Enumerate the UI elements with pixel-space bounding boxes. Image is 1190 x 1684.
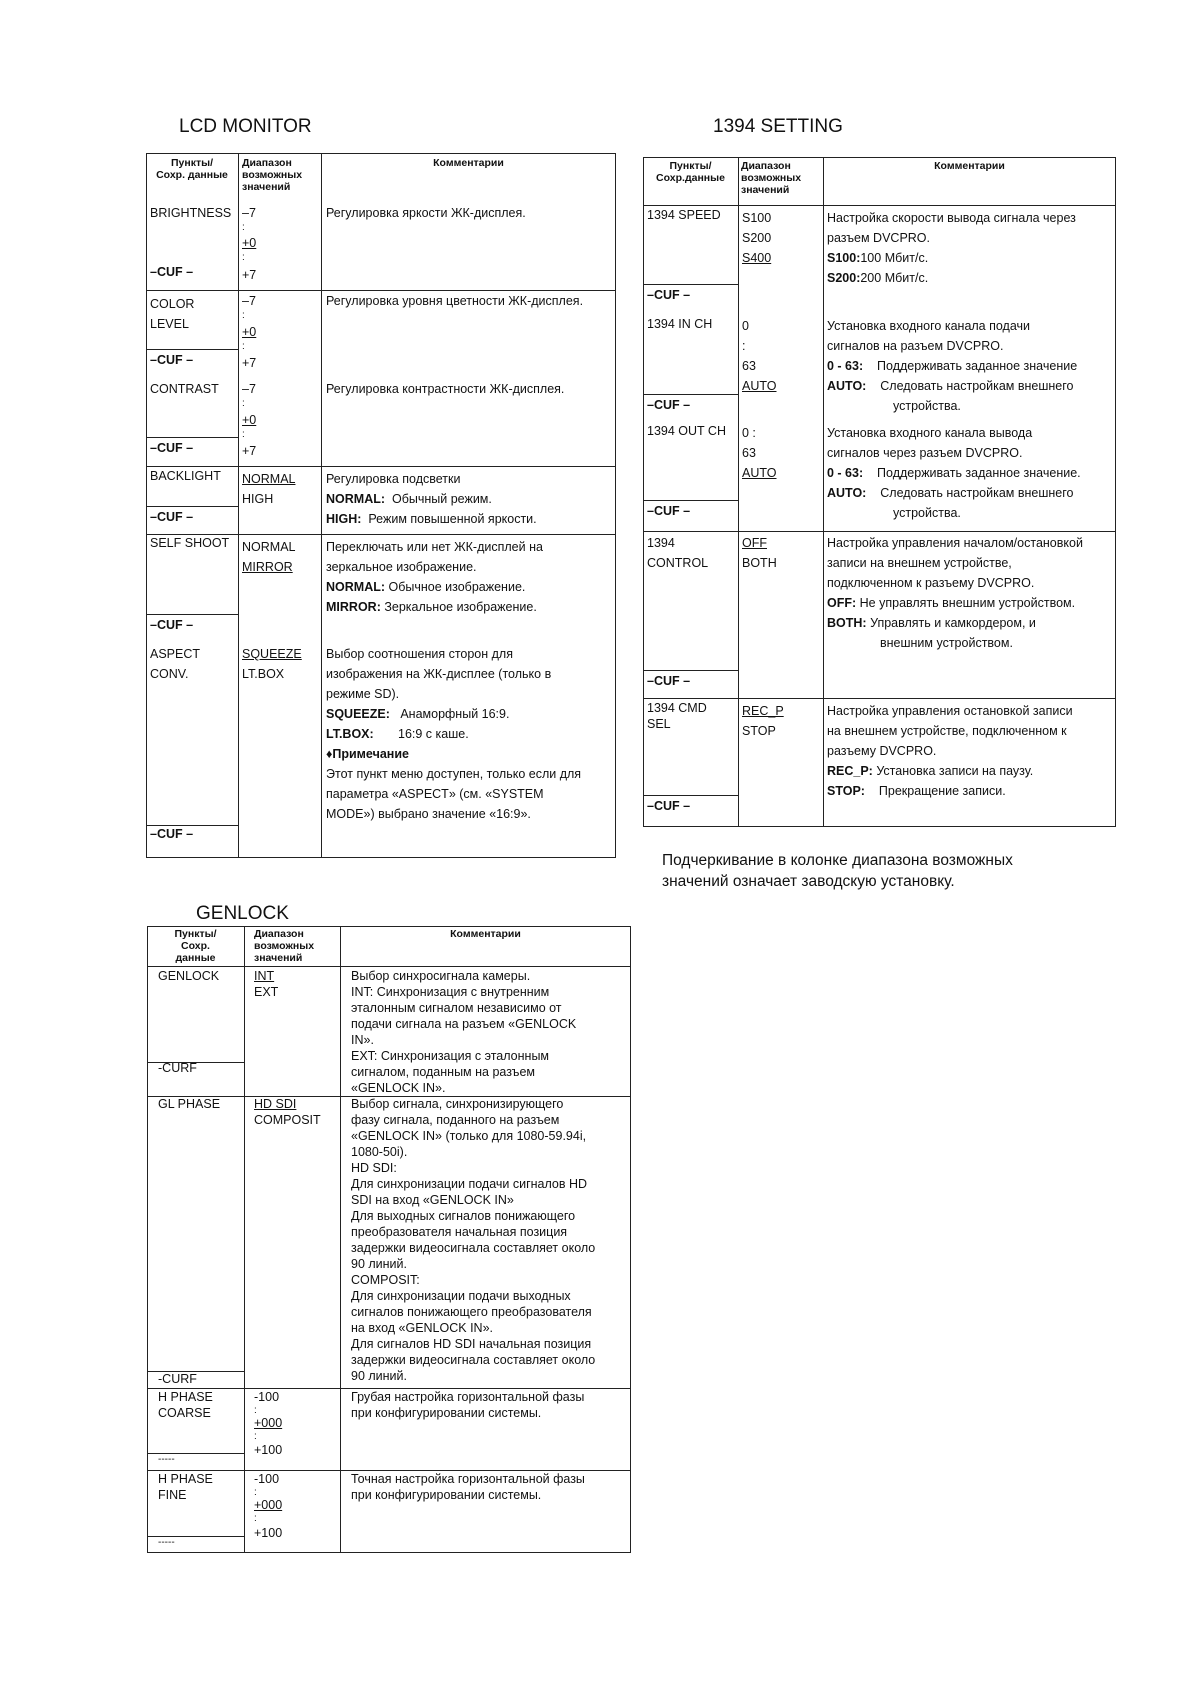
cmd-sel-item: 1394 CMD xyxy=(647,701,707,715)
comment-line: преобразователя начальная позиция xyxy=(351,1225,568,1239)
option-label: S200: xyxy=(827,271,861,285)
backlight-comment xyxy=(326,509,537,529)
header-item xyxy=(147,928,244,964)
range-dots: : xyxy=(742,339,746,353)
h-fine-range-max: +100 xyxy=(254,1526,283,1540)
contrast-item: CONTRAST xyxy=(150,382,219,396)
header-line: Сохр. данные xyxy=(156,169,228,181)
aspect-comment: изображения на ЖК-дисплее (только в xyxy=(326,667,552,681)
comment-line: Выбор сигнала, синхронизирующего xyxy=(351,1097,564,1111)
genlock-range-ext: EXT xyxy=(254,985,279,999)
self-shoot-comment xyxy=(326,597,537,617)
header-line: возможных xyxy=(741,172,802,184)
self-shoot-comment xyxy=(326,577,525,597)
option-label: S100: xyxy=(827,251,861,265)
comment-line: сигналов понижающего преобразователя xyxy=(351,1305,592,1319)
option-text: 200 Мбит/с. xyxy=(860,271,929,285)
header-line: возможных xyxy=(242,169,303,181)
range-dots: : xyxy=(242,252,245,263)
header-line: Диапазон xyxy=(242,157,292,169)
header-line: Сохр.данные xyxy=(656,172,725,184)
out-ch-comment: устройства. xyxy=(893,506,961,520)
comment-line: Грубая настройка горизонтальной фазы xyxy=(351,1390,585,1404)
contrast-range-min: –7 xyxy=(242,382,256,396)
table-divider xyxy=(244,926,245,1553)
option-text: Анаморфный 16:9. xyxy=(400,707,510,721)
aspect-comment: параметра «ASPECT» (см. «SYSTEM xyxy=(326,787,544,801)
header-comments: Комментарии xyxy=(433,157,504,169)
header-item xyxy=(146,157,238,181)
aspect-range-default: SQUEEZE xyxy=(242,647,302,661)
brightness-range-max: +7 xyxy=(242,268,257,282)
option-label: STOP: xyxy=(827,784,865,798)
option-label: REC_P: xyxy=(827,764,873,778)
option-text: Управлять и камкордером, и xyxy=(870,616,1036,630)
self-shoot-range-default: MIRROR xyxy=(242,560,293,574)
brightness-item: BRIGHTNESS xyxy=(150,206,232,220)
table-divider xyxy=(238,153,239,858)
comment-line: Выбор синхросигнала камеры. xyxy=(351,969,531,983)
genlock-title: GENLOCK xyxy=(196,903,289,924)
option-text: Обычное изображение. xyxy=(388,580,526,594)
header-line: данные xyxy=(175,952,216,964)
h-fine-range-min: -100 xyxy=(254,1472,280,1486)
option-label: NORMAL: xyxy=(326,580,386,594)
speed-cuf: –CUF – xyxy=(647,288,691,302)
comment-line: COMPOSIT: xyxy=(351,1273,420,1287)
in-ch-cuf: –CUF – xyxy=(647,398,691,412)
header-line: Диапазон xyxy=(741,160,791,172)
comment-line: «GENLOCK IN». xyxy=(351,1081,446,1095)
lcd-monitor-title: LCD MONITOR xyxy=(179,116,312,137)
h-coarse-range-default: +000 xyxy=(254,1416,283,1430)
table-divider xyxy=(643,698,1116,699)
in-ch-comment: Установка входного канала подачи xyxy=(827,319,1031,333)
gl-phase-cuf: -CURF xyxy=(158,1372,197,1386)
color-level-range-min: –7 xyxy=(242,294,256,308)
in-ch-comment: сигналов на разъем DVCPRO. xyxy=(827,339,1004,353)
comment-line: при конфигурировании системы. xyxy=(351,1406,542,1420)
option-label: NORMAL: xyxy=(326,492,386,506)
option-label: OFF: xyxy=(827,596,857,610)
h-fine-comment xyxy=(351,1471,585,1503)
in-ch-range-min: 0 xyxy=(742,319,749,333)
comment-line: IN». xyxy=(351,1033,374,1047)
h-coarse-range-min: -100 xyxy=(254,1390,280,1404)
option-text: Режим повышенной яркости. xyxy=(368,512,537,526)
comment-line: подачи сигнала на разъем «GENLOCK xyxy=(351,1017,577,1031)
option-label: AUTO: xyxy=(827,486,867,500)
comment-line: HD SDI: xyxy=(351,1161,397,1175)
color-level-item: COLOR xyxy=(150,297,195,311)
control-comment xyxy=(827,613,1036,633)
genlock-cuf: -CURF xyxy=(158,1061,197,1075)
control-cuf: –CUF – xyxy=(647,674,691,688)
color-level-comment: Регулировка уровня цветности ЖК-дисплея. xyxy=(326,294,584,308)
genlock-item: GENLOCK xyxy=(158,969,220,983)
backlight-comment: Регулировка подсветки xyxy=(326,472,461,486)
comment-line: Для синхронизации подачи сигналов HD xyxy=(351,1177,588,1191)
range-dots: : xyxy=(254,1431,257,1442)
comment-line: 90 линий. xyxy=(351,1369,407,1383)
backlight-range-default: NORMAL xyxy=(242,472,296,486)
option-text: Зеркальное изображение. xyxy=(384,600,537,614)
note-line: значений означает заводскую установку. xyxy=(662,873,955,890)
color-level-range-default: +0 xyxy=(242,325,257,339)
cmd-sel-comment xyxy=(827,761,1033,781)
out-ch-comment: Установка входного канала вывода xyxy=(827,426,1033,440)
option-text: 100 Мбит/с. xyxy=(860,251,929,265)
aspect-item: CONV. xyxy=(150,667,189,681)
aspect-comment: режиме SD). xyxy=(326,687,400,701)
option-label: 0 - 63: xyxy=(827,359,864,373)
cmd-sel-cuf: –CUF – xyxy=(647,799,691,813)
comment-line: фазу сигнала, поданного на разъем xyxy=(351,1113,560,1127)
header-line: значений xyxy=(254,952,303,964)
in-ch-comment xyxy=(827,376,1074,396)
option-label: SQUEEZE: xyxy=(326,707,390,721)
in-ch-range-max: 63 xyxy=(742,359,756,373)
in-ch-range-default: AUTO xyxy=(742,379,777,393)
h-coarse-comment xyxy=(351,1389,584,1421)
contrast-range-max: +7 xyxy=(242,444,257,458)
cmd-sel-comment: Настройка управления остановкой записи xyxy=(827,704,1073,718)
speed-comment xyxy=(827,268,928,288)
speed-range-s100: S100 xyxy=(742,211,772,225)
comment-line: Для выходных сигналов понижающего xyxy=(351,1209,576,1223)
aspect-range-ltbox: LT.BOX xyxy=(242,667,285,681)
header-item xyxy=(643,160,738,184)
option-text: Следовать настройкам внешнего xyxy=(880,379,1074,393)
speed-range-s200: S200 xyxy=(742,231,772,245)
out-ch-comment xyxy=(827,463,1081,483)
contrast-range-default: +0 xyxy=(242,413,257,427)
out-ch-comment: сигналов через разъем DVCPRO. xyxy=(827,446,1023,460)
cmd-sel-comment xyxy=(827,781,1006,801)
in-ch-comment: устройства. xyxy=(893,399,961,413)
option-label: 0 - 63: xyxy=(827,466,864,480)
comment-line: задержки видеосигнала составляет около xyxy=(351,1241,596,1255)
brightness-range-min: –7 xyxy=(242,206,256,220)
control-comment: Настройка управления началом/остановкой xyxy=(827,536,1083,550)
option-text: Прекращение записи. xyxy=(878,784,1006,798)
range-dots: : xyxy=(242,398,245,409)
h-coarse-range-max: +100 xyxy=(254,1443,283,1457)
control-range-both: BOTH xyxy=(742,556,777,570)
cmd-sel-range-stop: STOP xyxy=(742,724,776,738)
table-divider xyxy=(738,157,739,827)
comment-line: 90 линий. xyxy=(351,1257,407,1271)
header-comments: Комментарии xyxy=(450,928,521,940)
option-text: Не управлять внешним устройством. xyxy=(859,596,1076,610)
table-divider xyxy=(340,926,341,1553)
out-ch-range-max: 63 xyxy=(742,446,756,460)
option-text: Следовать настройкам внешнего xyxy=(880,486,1074,500)
h-coarse-cuf: ----- xyxy=(158,1454,175,1465)
option-label: MIRROR: xyxy=(326,600,381,614)
aspect-comment xyxy=(326,704,509,724)
h-fine-range-default: +000 xyxy=(254,1498,283,1512)
control-item: 1394 xyxy=(647,536,675,550)
control-comment: записи на внешнем устройстве, xyxy=(827,556,1012,570)
aspect-comment: Этот пункт меню доступен, только если для xyxy=(326,767,582,781)
comment-line: при конфигурировании системы. xyxy=(351,1488,542,1502)
comment-line: на вход «GENLOCK IN». xyxy=(351,1321,493,1335)
color-level-cuf: –CUF – xyxy=(150,353,194,367)
control-item: CONTROL xyxy=(647,556,709,570)
backlight-cuf: –CUF – xyxy=(150,510,194,524)
comment-line: Для сигналов HD SDI начальная позиция xyxy=(351,1337,592,1351)
header-line: Диапазон xyxy=(254,928,304,940)
option-text: 16:9 с каше. xyxy=(398,727,469,741)
gl-phase-item: GL PHASE xyxy=(158,1097,221,1111)
speed-range-default: S400 xyxy=(742,251,772,265)
header-range xyxy=(254,928,314,964)
self-shoot-item: SELF SHOOT xyxy=(150,536,230,550)
out-ch-cuf: –CUF – xyxy=(647,504,691,518)
comment-line: сигналом, поданным на разъем xyxy=(351,1065,536,1079)
header-range xyxy=(242,157,302,193)
speed-comment: разъем DVCPRO. xyxy=(827,231,931,245)
header-line: Пункты/ xyxy=(170,157,213,169)
out-ch-comment xyxy=(827,483,1074,503)
self-shoot-comment: зеркальное изображение. xyxy=(326,560,477,574)
self-shoot-range-normal: NORMAL xyxy=(242,540,296,554)
option-text: Установка записи на паузу. xyxy=(876,764,1034,778)
h-fine-item xyxy=(158,1471,213,1503)
header-comments: Комментарии xyxy=(934,160,1005,172)
out-ch-range-default: AUTO xyxy=(742,466,777,480)
brightness-comment: Регулировка яркости ЖК-дисплея. xyxy=(326,206,526,220)
backlight-item: BACKLIGHT xyxy=(150,469,221,483)
range-dots: : xyxy=(242,341,245,352)
cmd-sel-comment: на внешнем устройстве, подключенном к xyxy=(827,724,1067,738)
table-divider xyxy=(823,157,824,827)
header-line: возможных xyxy=(254,940,315,952)
contrast-comment: Регулировка контрастности ЖК-дисплея. xyxy=(326,382,565,396)
aspect-note-heading: ♦Примечание xyxy=(326,747,409,761)
gl-phase-comment xyxy=(351,1096,595,1384)
in-ch-comment xyxy=(827,356,1077,376)
option-text: Поддерживать заданное значение. xyxy=(877,466,1081,480)
aspect-comment: Выбор соотношения сторон для xyxy=(326,647,513,661)
control-comment: внешним устройством. xyxy=(880,636,1013,650)
item-line: H PHASE xyxy=(158,1390,213,1404)
speed-comment xyxy=(827,248,928,268)
option-label: BOTH: xyxy=(827,616,867,630)
header-line: Пункты/ xyxy=(174,928,217,940)
range-dots: : xyxy=(242,310,245,321)
control-comment xyxy=(827,593,1075,613)
comment-line: Точная настройка горизонтальной фазы xyxy=(351,1472,585,1486)
out-ch-item: 1394 OUT CH xyxy=(647,424,726,438)
cmd-sel-item: SEL xyxy=(647,717,671,731)
comment-line: 1080-50i). xyxy=(351,1145,408,1159)
header-line: Пункты/ xyxy=(669,160,712,172)
table-divider xyxy=(321,153,322,858)
header-range xyxy=(741,160,801,196)
range-dots: : xyxy=(254,1487,257,1498)
factory-setting-note xyxy=(662,850,1013,892)
header-line: значений xyxy=(741,184,790,196)
range-dots: : xyxy=(242,429,245,440)
comment-line: EXT: Синхронизация с эталонным xyxy=(351,1049,550,1063)
color-level-item: LEVEL xyxy=(150,317,189,331)
s1394-title: 1394 SETTING xyxy=(713,116,843,137)
contrast-cuf: –CUF – xyxy=(150,441,194,455)
backlight-range-high: HIGH xyxy=(242,492,274,506)
gl-phase-range-composit: COMPOSIT xyxy=(254,1113,321,1127)
note-line: Подчеркивание в колонке диапазона возможных xyxy=(662,852,1013,869)
control-comment: подключенном к разъему DVCPRO. xyxy=(827,576,1035,590)
range-dots: : xyxy=(254,1513,257,1524)
h-fine-cuf: ----- xyxy=(158,1537,175,1548)
option-label: HIGH: xyxy=(326,512,362,526)
out-ch-range-min: 0 : xyxy=(742,426,756,440)
self-shoot-comment: Переключать или нет ЖК-дисплей на xyxy=(326,540,543,554)
speed-comment: Настройка скорости вывода сигнала через xyxy=(827,211,1076,225)
self-shoot-cuf: –CUF – xyxy=(150,618,194,632)
comment-line: задержки видеосигнала составляет около xyxy=(351,1353,596,1367)
item-line: FINE xyxy=(158,1488,187,1502)
comment-line: SDI на вход «GENLOCK IN» xyxy=(351,1193,514,1207)
genlock-range-default: INT xyxy=(254,969,275,983)
comment-line: «GENLOCK IN» (только для 1080-59.94i, xyxy=(351,1129,587,1143)
table-divider xyxy=(643,531,1116,532)
genlock-comment xyxy=(351,968,576,1096)
comment-line: Для синхронизации подачи выходных xyxy=(351,1289,571,1303)
brightness-cuf: –CUF – xyxy=(150,265,194,279)
brightness-range-default: +0 xyxy=(242,236,257,250)
speed-item: 1394 SPEED xyxy=(647,208,721,222)
comment-line: эталонным сигналом независимо от xyxy=(351,1001,562,1015)
aspect-cuf: –CUF – xyxy=(150,827,194,841)
aspect-comment xyxy=(326,724,469,744)
comment-line: INT: Синхронизация с внутренним xyxy=(351,985,550,999)
aspect-item: ASPECT xyxy=(150,647,201,661)
color-level-range-max: +7 xyxy=(242,356,257,370)
item-line: COARSE xyxy=(158,1406,211,1420)
range-dots: : xyxy=(254,1405,257,1416)
range-dots: : xyxy=(242,222,245,233)
control-range-default: OFF xyxy=(742,536,767,550)
backlight-comment xyxy=(326,489,492,509)
h-coarse-item xyxy=(158,1389,213,1421)
header-line: значений xyxy=(242,181,291,193)
option-text: Поддерживать заданное значение xyxy=(877,359,1078,373)
cmd-sel-comment: разъему DVCPRO. xyxy=(827,744,937,758)
header-line: Сохр. xyxy=(181,940,210,952)
gl-phase-range-default: HD SDI xyxy=(254,1097,297,1111)
in-ch-item: 1394 IN CH xyxy=(647,317,713,331)
table-divider xyxy=(147,966,631,967)
option-label: LT.BOX: xyxy=(326,727,374,741)
option-text: Обычный режим. xyxy=(391,492,492,506)
cmd-sel-range-default: REC_P xyxy=(742,704,784,718)
item-line: H PHASE xyxy=(158,1472,213,1486)
aspect-comment: MODE») выбрано значение «16:9». xyxy=(326,807,531,821)
option-label: AUTO: xyxy=(827,379,867,393)
